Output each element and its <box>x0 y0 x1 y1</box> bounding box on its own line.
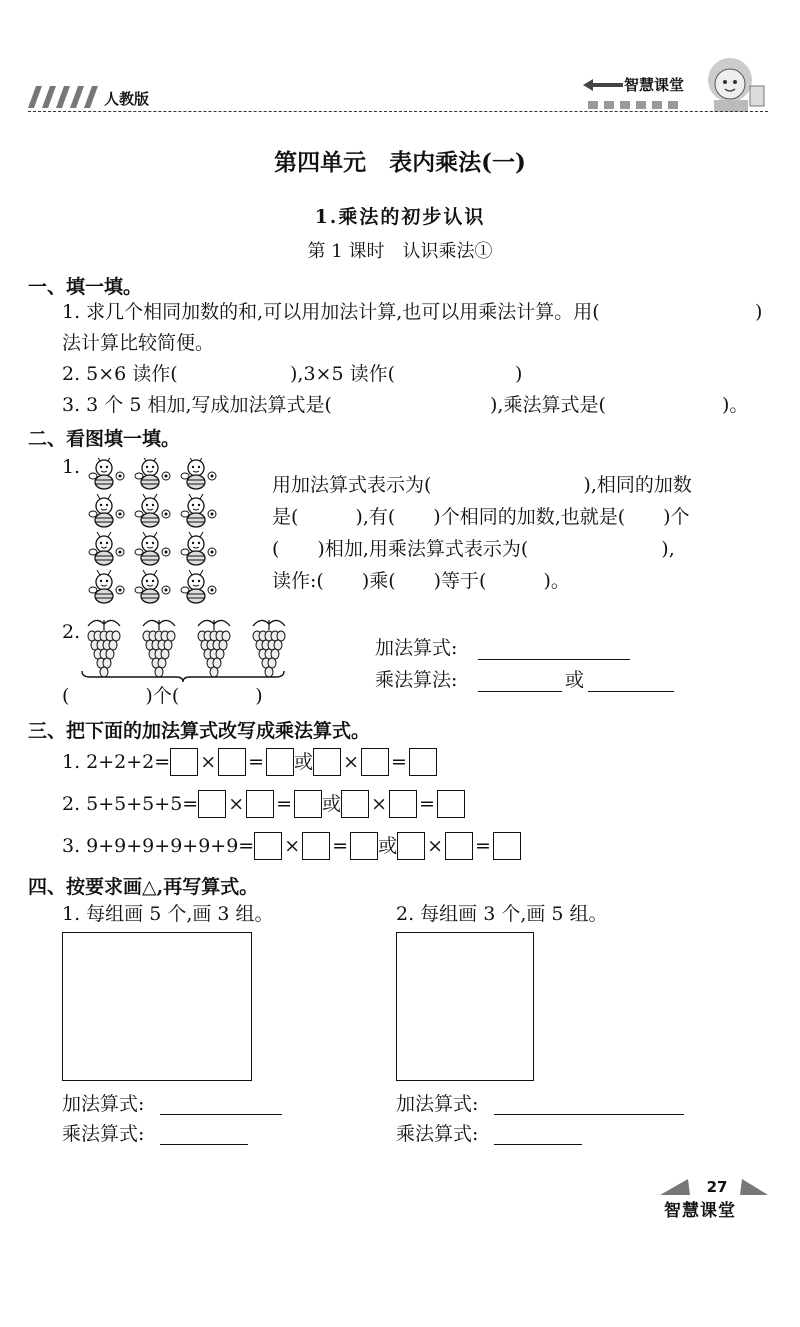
answer-box[interactable] <box>341 790 369 818</box>
part1-q3-c: )。 <box>722 394 749 416</box>
part2-q2-or: 或 <box>565 669 585 691</box>
header-dots <box>588 96 708 115</box>
part4-q1-mul-label: 乘法算式: <box>62 1123 145 1145</box>
part2-q2-mul-label: 乘法算法: <box>375 669 458 691</box>
part4-q2-add-line[interactable] <box>494 1114 684 1115</box>
part2-q1-line1: 用加法算式表示为( ),相同的加数 <box>272 474 692 496</box>
part3-expr: 1. 2+2+2= <box>62 751 171 773</box>
part2-q2-mul-line-b[interactable] <box>588 691 674 692</box>
header-stripes <box>28 86 98 112</box>
equals-sign: = <box>332 835 349 857</box>
equals-sign: = <box>418 793 435 815</box>
part2-q1-number: 1. <box>62 456 81 478</box>
part3-row-3 <box>62 832 521 860</box>
answer-box[interactable] <box>445 832 473 860</box>
part3-row-1 <box>62 748 437 776</box>
answer-box[interactable] <box>389 790 417 818</box>
part4-heading: 四、按要求画△,再写算式。 <box>28 876 259 898</box>
answer-box[interactable] <box>218 748 246 776</box>
answer-box[interactable] <box>397 832 425 860</box>
part2-q2-bottom: ( )个( ) <box>62 685 263 707</box>
part2-q2-number: 2. <box>62 621 81 643</box>
times-sign: × <box>228 793 245 815</box>
part3-expr: 3. 9+9+9+9+9+9= <box>62 835 255 857</box>
answer-box[interactable] <box>493 832 521 860</box>
answer-box[interactable] <box>198 790 226 818</box>
part1-q3-b: ),乘法算式是( <box>490 394 606 416</box>
answer-box[interactable] <box>302 832 330 860</box>
unit-title: 第四单元 表内乘法(一) <box>274 149 526 176</box>
part2-q1-line3: ( )相加,用乘法算式表示为( ), <box>272 538 675 560</box>
part4-q2-drawing-area[interactable] <box>396 932 534 1081</box>
answer-box[interactable] <box>266 748 294 776</box>
answer-box[interactable] <box>313 748 341 776</box>
times-sign: × <box>343 751 359 773</box>
times-sign: × <box>284 835 301 857</box>
lesson-title: 第 1 课时 认识乘法① <box>307 241 493 262</box>
part4-q1-add-label: 加法算式: <box>62 1093 145 1115</box>
answer-box[interactable] <box>361 748 389 776</box>
edition-label: 人教版 <box>104 90 150 108</box>
answer-box[interactable] <box>294 790 322 818</box>
answer-box[interactable] <box>409 748 437 776</box>
part1-q1-line1: 1. 求几个相同加数的和,可以用加法计算,也可以用乘法计算。用( <box>62 301 600 323</box>
times-sign: × <box>427 835 443 857</box>
part1-q3-a: 3. 3 个 5 相加,写成加法算式是( <box>62 394 332 416</box>
part1-q2-b: ),3×5 读作( <box>290 363 396 385</box>
part3-expr: 2. 5+5+5+5= <box>62 793 199 815</box>
page-number: 27 <box>706 1178 728 1196</box>
part2-heading: 二、看图填一填。 <box>28 428 181 450</box>
part1-heading: 一、填一填。 <box>28 276 143 298</box>
times-sign: × <box>371 793 387 815</box>
or-word: 或 <box>322 793 342 815</box>
part4-q1-drawing-area[interactable] <box>62 932 252 1081</box>
equals-sign: = <box>475 835 491 857</box>
section-title: 1.乘法的初步认识 <box>314 206 486 228</box>
times-sign: × <box>200 751 217 773</box>
part4-q2-mul-label: 乘法算式: <box>396 1123 479 1145</box>
part4-q1-add-line[interactable] <box>160 1114 282 1115</box>
part3-row-2 <box>62 790 465 818</box>
part1-q2-c: ) <box>515 363 523 385</box>
equals-sign: = <box>390 751 407 773</box>
arrow-icon <box>583 77 623 96</box>
part4-q1-mul-line[interactable] <box>160 1144 248 1145</box>
cartoon-girl-icon <box>700 52 768 118</box>
or-word: 或 <box>294 751 314 773</box>
header-divider <box>28 111 768 112</box>
answer-box[interactable] <box>437 790 465 818</box>
part4-q2-mul-line[interactable] <box>494 1144 582 1145</box>
answer-box[interactable] <box>246 790 274 818</box>
part2-q1-line4: 读作:( )乘( )等于( )。 <box>272 570 570 592</box>
part2-q1-line2: 是( ),有( )个相同的加数,也就是( )个 <box>272 506 690 528</box>
bee-grid-image <box>86 458 226 612</box>
part2-q2-add-label: 加法算式: <box>375 637 458 659</box>
answer-box[interactable] <box>350 832 378 860</box>
part1-q2-a: 2. 5×6 读作( <box>62 363 178 385</box>
equals-sign: = <box>248 751 265 773</box>
or-word: 或 <box>378 835 398 857</box>
part4-q2: 2. 每组画 3 个,画 5 组。 <box>396 903 608 925</box>
answer-box[interactable] <box>254 832 282 860</box>
part2-q2-add-line[interactable] <box>478 659 630 660</box>
part4-q1: 1. 每组画 5 个,画 3 组。 <box>62 903 274 925</box>
part3-heading: 三、把下面的加法算式改写成乘法算式。 <box>28 720 371 742</box>
part1-q1-line2: 法计算比较简便。 <box>62 332 215 354</box>
brand-label: 智慧课堂 <box>624 76 685 94</box>
footer-brand: 智慧课堂 <box>664 1201 736 1221</box>
part2-q2-mul-line-a[interactable] <box>478 691 562 692</box>
equals-sign: = <box>276 793 293 815</box>
answer-box[interactable] <box>170 748 198 776</box>
part4-q2-add-label: 加法算式: <box>396 1093 479 1115</box>
part1-q1-blank-close: ) <box>755 301 763 323</box>
